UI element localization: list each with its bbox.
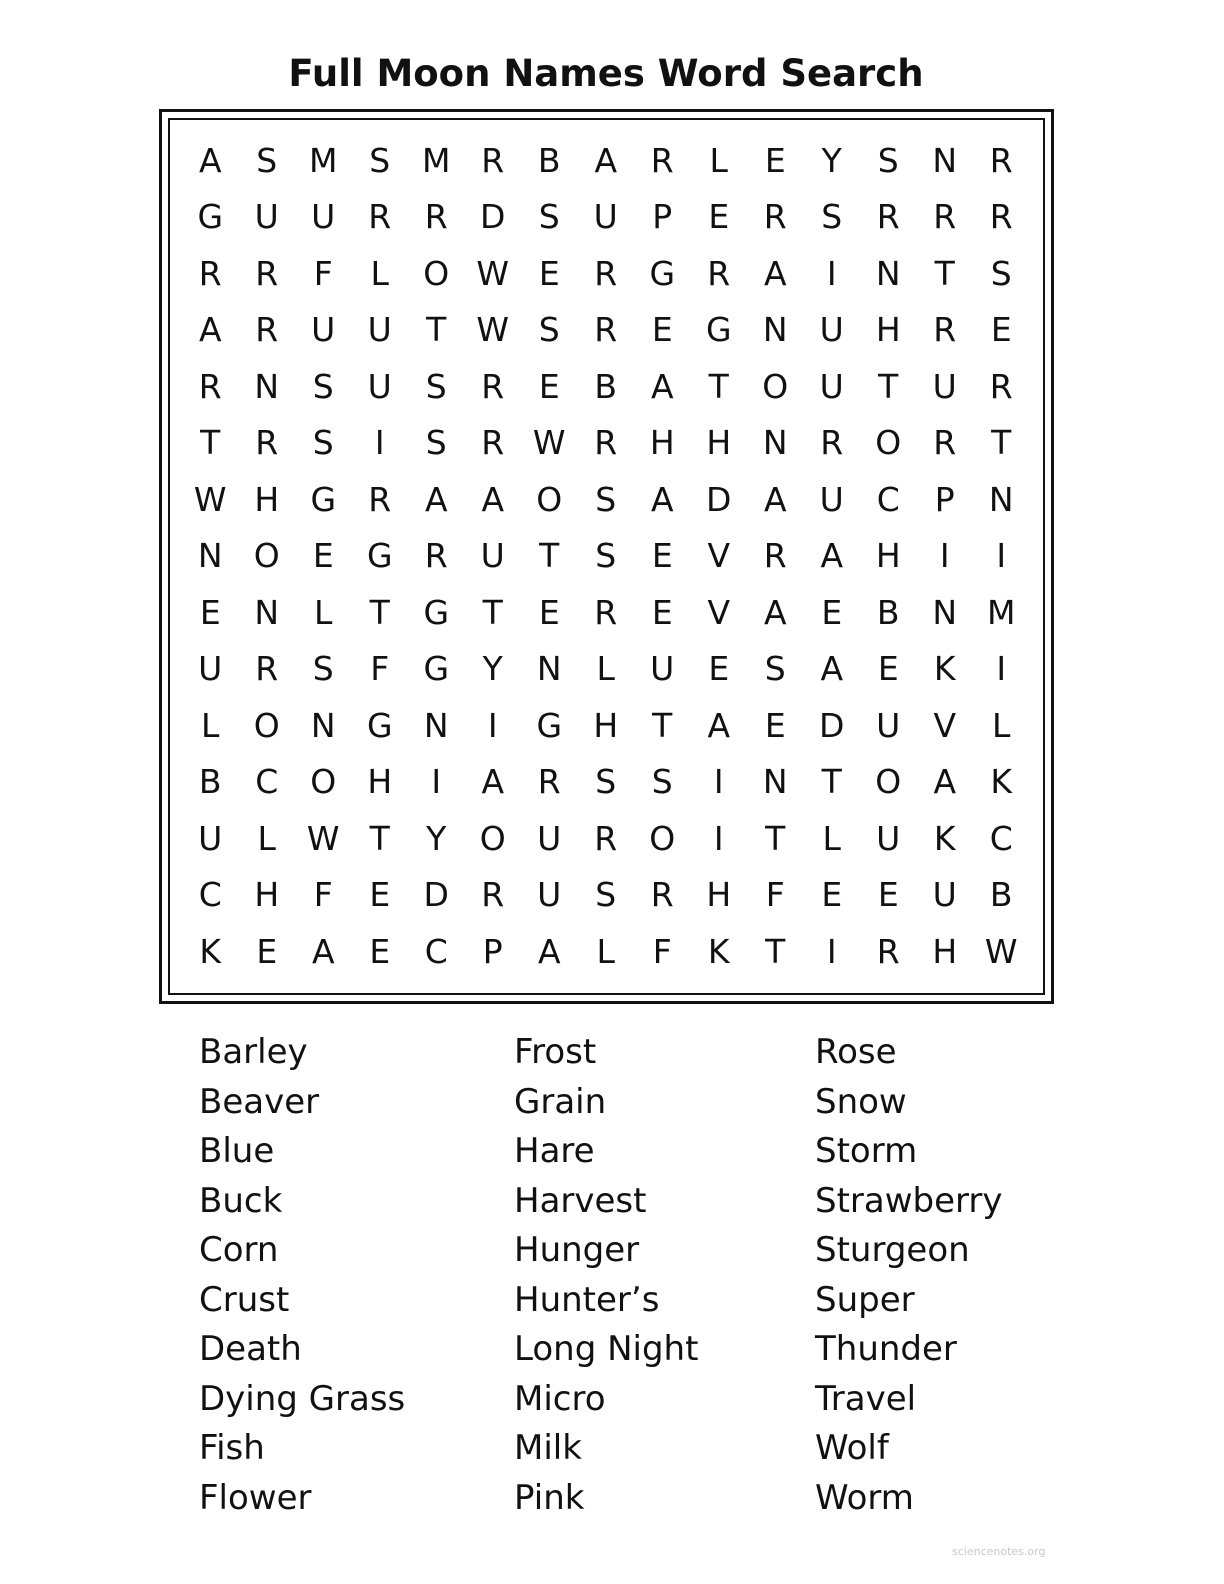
grid-cell: R: [481, 366, 505, 406]
grid-cell: S: [312, 423, 334, 463]
grid-cell: W: [476, 253, 510, 293]
word-list-item: Strawberry: [815, 1180, 1003, 1221]
grid-cell: L: [992, 705, 1011, 745]
grid-cell: E: [651, 310, 673, 350]
word-list-item: Grain: [514, 1081, 607, 1122]
grid-cell: U: [254, 197, 279, 237]
word-list-item: Micro: [514, 1378, 606, 1419]
grid-cell: L: [596, 649, 615, 689]
grid-cell: E: [877, 649, 899, 689]
grid-cell: H: [254, 875, 280, 915]
grid-cell: H: [875, 310, 901, 350]
grid-cell: W: [193, 479, 227, 519]
grid-cell: U: [819, 310, 844, 350]
watermark: sciencenotes.org: [952, 1545, 1046, 1558]
grid-cell: T: [369, 592, 390, 632]
grid-cell: R: [368, 479, 392, 519]
word-list-column-2: [514, 1028, 698, 1523]
grid-cell: R: [255, 649, 279, 689]
grid-cell: S: [425, 423, 447, 463]
grid-cell: W: [476, 310, 510, 350]
grid-cell: I: [826, 931, 837, 971]
grid-row: [182, 754, 1030, 811]
grid-cell: T: [821, 762, 842, 802]
grid-cell: T: [482, 592, 503, 632]
word-list-item: Super: [815, 1279, 915, 1320]
grid-cell: R: [707, 253, 731, 293]
grid-cell: A: [537, 931, 561, 971]
grid-row: [182, 358, 1030, 415]
grid-cell: E: [821, 875, 843, 915]
grid-row: [182, 415, 1030, 472]
letter-grid: [182, 132, 1030, 980]
word-list-item: Worm: [815, 1477, 914, 1518]
grid-cell: S: [369, 140, 391, 180]
grid-cell: N: [423, 705, 449, 745]
grid-cell: E: [538, 253, 560, 293]
grid-cell: A: [933, 762, 957, 802]
grid-cell: O: [423, 253, 450, 293]
grid-cell: N: [254, 592, 280, 632]
grid-cell: D: [706, 479, 732, 519]
grid-cell: A: [707, 705, 731, 745]
word-list-column-3: [815, 1028, 1003, 1523]
grid-cell: E: [651, 536, 673, 576]
grid-cell: S: [312, 366, 334, 406]
grid-cell: H: [254, 479, 280, 519]
grid-cell: U: [593, 197, 618, 237]
grid-cell: T: [200, 423, 221, 463]
grid-cell: O: [310, 762, 337, 802]
word-list-item: Snow: [815, 1081, 907, 1122]
grid-cell: B: [989, 875, 1013, 915]
word-list-item: Travel: [815, 1378, 917, 1419]
grid-cell: U: [480, 536, 505, 576]
grid-cell: L: [314, 592, 333, 632]
grid-cell: H: [875, 536, 901, 576]
grid-cell: V: [707, 536, 731, 576]
grid-cell: P: [652, 197, 673, 237]
grid-cell: E: [708, 649, 730, 689]
grid-cell: R: [989, 366, 1013, 406]
grid-cell: S: [595, 875, 617, 915]
grid-cell: S: [595, 762, 617, 802]
grid-cell: R: [481, 423, 505, 463]
grid-cell: U: [198, 649, 223, 689]
grid-cell: M: [422, 140, 451, 180]
grid-cell: U: [932, 366, 957, 406]
grid-cell: A: [820, 536, 844, 576]
grid-cell: U: [198, 818, 223, 858]
grid-cell: R: [933, 310, 957, 350]
grid-cell: E: [764, 140, 786, 180]
page-title: Full Moon Names Word Search: [288, 52, 924, 95]
grid-cell: R: [989, 197, 1013, 237]
word-list-item: Pink: [514, 1477, 585, 1518]
word-list-item: Barley: [199, 1032, 308, 1072]
grid-cell: P: [934, 479, 955, 519]
grid-row: [182, 810, 1030, 867]
grid-cell: R: [650, 875, 674, 915]
grid-cell: A: [763, 592, 787, 632]
grid-row: [182, 697, 1030, 754]
grid-cell: U: [537, 818, 562, 858]
grid-cell: G: [366, 705, 393, 745]
grid-cell: W: [984, 931, 1018, 971]
grid-cell: R: [424, 197, 448, 237]
grid-cell: R: [255, 253, 279, 293]
grid-cell: E: [990, 310, 1012, 350]
grid-cell: R: [820, 423, 844, 463]
grid-row: [182, 528, 1030, 585]
grid-cell: E: [538, 366, 560, 406]
grid-row: [182, 245, 1030, 302]
grid-row: [182, 132, 1030, 189]
grid-cell: R: [368, 197, 392, 237]
grid-cell: F: [313, 875, 333, 915]
grid-cell: A: [481, 479, 505, 519]
word-list-item: Hunger: [514, 1230, 640, 1270]
grid-cell: P: [482, 931, 503, 971]
grid-cell: T: [765, 818, 786, 858]
grid-cell: N: [762, 762, 788, 802]
word-list-item: Flower: [199, 1477, 312, 1518]
grid-cell: Y: [426, 818, 447, 858]
grid-cell: N: [762, 310, 788, 350]
grid-cell: R: [594, 253, 618, 293]
grid-cell: M: [309, 140, 338, 180]
word-list-item: Dying Grass: [199, 1378, 406, 1419]
grid-row: [182, 302, 1030, 359]
grid-cell: D: [819, 705, 845, 745]
grid-cell: C: [876, 479, 900, 519]
grid-cell: A: [650, 479, 674, 519]
grid-cell: E: [821, 592, 843, 632]
grid-cell: N: [875, 253, 901, 293]
grid-cell: G: [310, 479, 337, 519]
grid-cell: A: [650, 366, 674, 406]
grid-cell: H: [706, 875, 732, 915]
grid-cell: O: [479, 818, 506, 858]
grid-cell: U: [311, 197, 336, 237]
grid-cell: E: [538, 592, 560, 632]
grid-cell: L: [596, 931, 615, 971]
grid-cell: K: [990, 762, 1013, 802]
grid-cell: B: [198, 762, 222, 802]
grid-cell: L: [201, 705, 220, 745]
grid-cell: S: [990, 253, 1012, 293]
grid-cell: N: [536, 649, 562, 689]
grid-cell: Y: [821, 140, 842, 180]
grid-cell: N: [932, 140, 958, 180]
grid-cell: T: [878, 366, 899, 406]
word-list-item: Death: [199, 1329, 302, 1369]
grid-row: [182, 923, 1030, 980]
grid-cell: S: [821, 197, 843, 237]
grid-cell: N: [988, 479, 1014, 519]
grid-cell: U: [876, 818, 901, 858]
grid-cell: H: [706, 423, 732, 463]
grid-cell: G: [197, 197, 224, 237]
grid-cell: S: [312, 649, 334, 689]
grid-cell: E: [199, 592, 221, 632]
grid-cell: E: [764, 705, 786, 745]
word-list-item: Corn: [199, 1230, 279, 1270]
grid-cell: L: [257, 818, 276, 858]
word-list-item: Hare: [514, 1131, 595, 1171]
grid-cell: S: [256, 140, 278, 180]
grid-cell: R: [594, 423, 618, 463]
grid-cell: W: [532, 423, 566, 463]
grid-cell: T: [369, 818, 390, 858]
grid-cell: C: [989, 818, 1013, 858]
grid-cell: R: [594, 592, 618, 632]
grid-cell: H: [367, 762, 393, 802]
word-list-item: Beaver: [199, 1081, 320, 1122]
grid-cell: R: [594, 818, 618, 858]
grid-cell: A: [763, 479, 787, 519]
grid-cell: O: [536, 479, 563, 519]
grid-cell: E: [369, 875, 391, 915]
grid-cell: U: [367, 310, 392, 350]
grid-cell: H: [932, 931, 958, 971]
grid-cell: U: [311, 310, 336, 350]
grid-cell: E: [708, 197, 730, 237]
grid-cell: T: [991, 423, 1012, 463]
grid-cell: H: [649, 423, 675, 463]
grid-cell: N: [310, 705, 336, 745]
grid-cell: I: [939, 536, 950, 576]
grid-cell: G: [366, 536, 393, 576]
grid-cell: R: [594, 310, 618, 350]
grid-cell: V: [933, 705, 957, 745]
grid-cell: W: [306, 818, 340, 858]
grid-cell: T: [708, 366, 729, 406]
grid-cell: T: [934, 253, 955, 293]
grid-cell: R: [933, 197, 957, 237]
grid-cell: I: [374, 423, 385, 463]
grid-cell: R: [650, 140, 674, 180]
grid-cell: R: [481, 875, 505, 915]
grid-cell: S: [538, 197, 560, 237]
grid-cell: R: [537, 762, 561, 802]
grid-cell: N: [197, 536, 223, 576]
grid-cell: F: [370, 649, 390, 689]
grid-cell: O: [875, 762, 902, 802]
grid-cell: B: [537, 140, 561, 180]
grid-row: [182, 867, 1030, 924]
word-list-item: Thunder: [815, 1329, 957, 1369]
word-list-item: Wolf: [815, 1428, 889, 1468]
grid-cell: U: [537, 875, 562, 915]
grid-cell: I: [826, 253, 837, 293]
word-list-item: Rose: [815, 1032, 897, 1072]
word-list-item: Frost: [514, 1032, 597, 1072]
grid-cell: S: [595, 479, 617, 519]
word-list-item: Buck: [199, 1180, 283, 1221]
grid-cell: O: [875, 423, 902, 463]
grid-cell: I: [431, 762, 442, 802]
word-list-item: Sturgeon: [815, 1230, 970, 1270]
grid-cell: O: [253, 705, 280, 745]
grid-cell: C: [255, 762, 279, 802]
grid-cell: O: [253, 536, 280, 576]
grid-cell: U: [876, 705, 901, 745]
grid-cell: I: [487, 705, 498, 745]
grid-cell: A: [594, 140, 618, 180]
grid-cell: D: [480, 197, 506, 237]
word-list-item: Harvest: [514, 1180, 647, 1221]
grid-cell: U: [650, 649, 675, 689]
grid-cell: E: [651, 592, 673, 632]
grid-cell: U: [367, 366, 392, 406]
grid-cell: B: [594, 366, 618, 406]
grid-cell: L: [822, 818, 841, 858]
grid-cell: I: [996, 536, 1007, 576]
grid-cell: S: [538, 310, 560, 350]
grid-cell: R: [424, 536, 448, 576]
grid-cell: F: [313, 253, 333, 293]
grid-cell: E: [256, 931, 278, 971]
word-list-item: Milk: [514, 1428, 582, 1468]
grid-cell: K: [199, 931, 222, 971]
grid-cell: A: [311, 931, 335, 971]
grid-cell: R: [933, 423, 957, 463]
word-list-item: Long Night: [514, 1329, 699, 1369]
grid-cell: A: [198, 140, 222, 180]
grid-cell: T: [652, 705, 673, 745]
grid-cell: D: [423, 875, 449, 915]
grid-cell: A: [424, 479, 448, 519]
grid-cell: C: [424, 931, 448, 971]
grid-cell: R: [198, 366, 222, 406]
grid-cell: M: [987, 592, 1016, 632]
grid-cell: R: [198, 253, 222, 293]
grid-cell: N: [932, 592, 958, 632]
grid-cell: L: [370, 253, 389, 293]
grid-cell: R: [763, 536, 787, 576]
grid-cell: R: [876, 197, 900, 237]
grid-cell: R: [763, 197, 787, 237]
grid-cell: U: [932, 875, 957, 915]
grid-cell: G: [423, 592, 450, 632]
grid-row: [182, 189, 1030, 246]
grid-cell: K: [933, 818, 956, 858]
grid-cell: S: [425, 366, 447, 406]
word-list-item: Blue: [199, 1131, 275, 1171]
grid-cell: G: [705, 310, 732, 350]
grid-cell: S: [764, 649, 786, 689]
grid-cell: N: [762, 423, 788, 463]
grid-cell: S: [651, 762, 673, 802]
grid-cell: R: [989, 140, 1013, 180]
grid-cell: R: [255, 310, 279, 350]
word-list-column-1: [199, 1028, 405, 1523]
grid-cell: E: [877, 875, 899, 915]
grid-cell: R: [255, 423, 279, 463]
grid-cell: R: [876, 931, 900, 971]
grid-cell: Y: [482, 649, 503, 689]
grid-cell: K: [707, 931, 730, 971]
grid-cell: O: [649, 818, 676, 858]
grid-cell: G: [536, 705, 563, 745]
grid-row: [182, 641, 1030, 698]
word-list-item: Crust: [199, 1279, 290, 1320]
grid-cell: U: [819, 366, 844, 406]
grid-cell: S: [595, 536, 617, 576]
grid-cell: U: [819, 479, 844, 519]
grid-cell: A: [481, 762, 505, 802]
grid-cell: G: [649, 253, 676, 293]
grid-cell: I: [713, 818, 724, 858]
grid-cell: T: [539, 536, 560, 576]
grid-cell: F: [765, 875, 785, 915]
word-list-item: Storm: [815, 1131, 918, 1171]
grid-cell: I: [996, 649, 1007, 689]
grid-cell: N: [254, 366, 280, 406]
grid-row: [182, 471, 1030, 528]
grid-cell: S: [877, 140, 899, 180]
grid-cell: I: [713, 762, 724, 802]
grid-cell: B: [876, 592, 900, 632]
grid-cell: A: [763, 253, 787, 293]
grid-cell: L: [709, 140, 728, 180]
grid-cell: T: [765, 931, 786, 971]
grid-cell: A: [820, 649, 844, 689]
grid-cell: K: [933, 649, 956, 689]
grid-cell: G: [423, 649, 450, 689]
word-list-item: Fish: [199, 1428, 265, 1468]
grid-cell: R: [481, 140, 505, 180]
grid-cell: C: [198, 875, 222, 915]
grid-cell: E: [312, 536, 334, 576]
grid-cell: E: [369, 931, 391, 971]
grid-cell: V: [707, 592, 731, 632]
grid-cell: F: [652, 931, 672, 971]
grid-cell: A: [198, 310, 222, 350]
word-list-item: Hunter’s: [514, 1279, 660, 1320]
grid-cell: H: [593, 705, 619, 745]
grid-row: [182, 584, 1030, 641]
grid-cell: T: [426, 310, 447, 350]
grid-cell: O: [762, 366, 789, 406]
